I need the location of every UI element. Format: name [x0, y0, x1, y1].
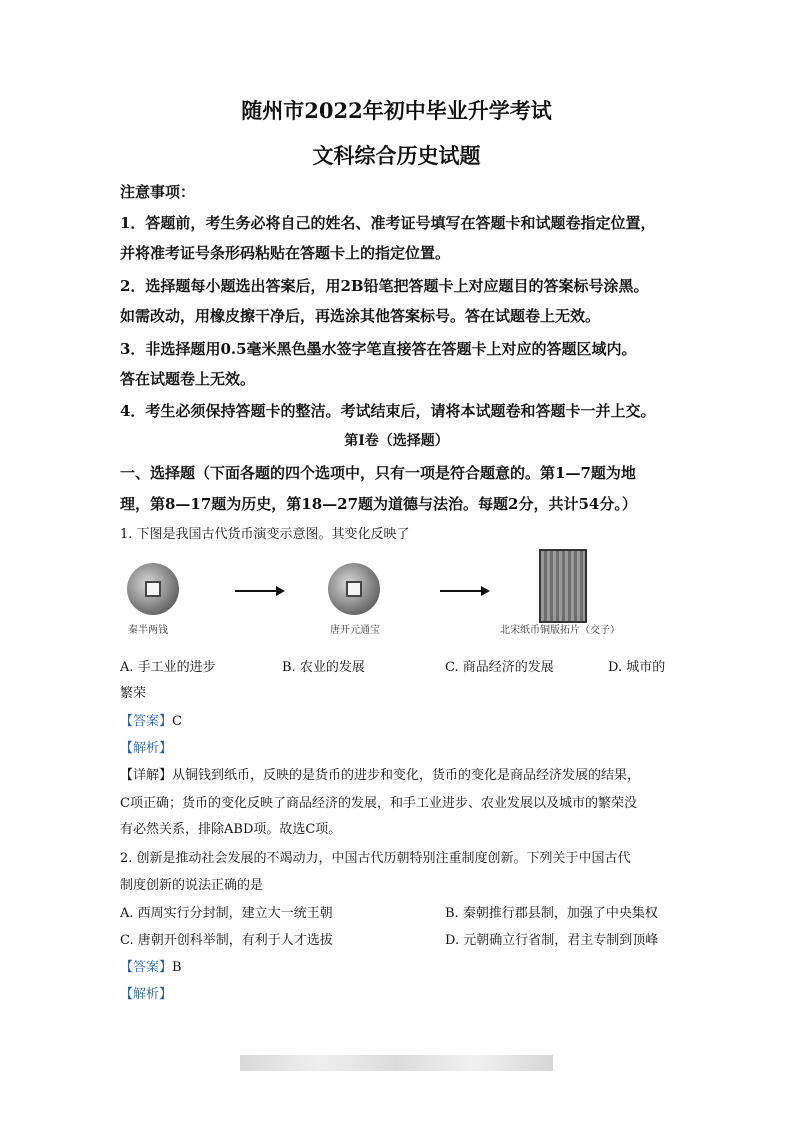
- notice-heading: 注意事项：: [120, 183, 196, 201]
- answer-row: [120, 710, 182, 729]
- arrow-icon: [440, 590, 488, 592]
- part-instruction: 理，第8—17题为历史，第18—27题为道德与法治。每题2分，共计54分。）: [120, 495, 637, 513]
- option-d-wrap: 繁荣: [120, 686, 147, 701]
- notice-line: 2．选择题每小题选出答案后，用2B铅笔把答题卡上对应题目的答案标号涂黑。: [120, 277, 649, 295]
- option-a: A. 西周实行分封制，建立大一统王朝: [120, 906, 333, 921]
- option-b: B. 农业的发展: [282, 660, 365, 675]
- detail-text: 从铜钱到纸币，反映的是货币的进步和变化，货币的变化是商品经济发展的结果，: [172, 768, 641, 783]
- caption-qin: 秦半两钱: [128, 625, 168, 636]
- notice-line: 4．考生必须保持答题卡的整洁。考试结束后，请将本试题卷和答题卡一并上交。: [120, 402, 656, 420]
- detail-line: 有必然关系，排除ABD项。故选C项。: [120, 822, 342, 837]
- caption-song: 北宋纸币铜版拓片（交子）: [500, 625, 620, 636]
- detail-line: C项正确；货币的变化反映了商品经济的发展，和手工业进步、农业发展以及城市的繁荣没: [120, 796, 637, 811]
- analysis-tag: 【解析】: [120, 987, 173, 1002]
- detail-tag: 【详解】: [120, 768, 173, 783]
- option-d: D. 元朝确立行省制，君主专制到顶峰: [445, 933, 659, 948]
- arrow-icon: [235, 590, 283, 592]
- option-c: C. 唐朝开创科举制，有利于人才选拔: [120, 933, 333, 948]
- notice-line: 并将准考证号条形码粘贴在答题卡上的指定位置。: [120, 244, 451, 262]
- caption-tang: 唐开元通宝: [330, 625, 380, 636]
- notice-line: 3．非选择题用0.5毫米黑色墨水签字笔直接答在答题卡上对应的答题区域内。: [120, 340, 637, 358]
- question-1-stem: 1. 下图是我国古代货币演变示意图。其变化反映了: [120, 527, 410, 542]
- answer-row: [120, 956, 182, 975]
- option-d: D. 城市的: [608, 660, 666, 675]
- question-2-stem: 制度创新的说法正确的是: [120, 878, 264, 893]
- analysis-tag: 【解析】: [120, 741, 173, 756]
- part-instruction: 一、选择题（下面各题的四个选项中，只有一项是符合题意的。第1—7题为地: [120, 464, 636, 482]
- answer-tag: 【答案】: [120, 960, 173, 975]
- section-title: 第I卷（选择题）: [344, 433, 449, 449]
- footer-watermark: [240, 1055, 553, 1071]
- question-2-stem: 2. 创新是推动社会发展的不竭动力，中国古代历朝特别注重制度创新。下列关于中国古代: [120, 851, 631, 866]
- option-c: C. 商品经济的发展: [445, 660, 554, 675]
- option-a: A. 手工业的进步: [120, 660, 216, 675]
- notice-line: 答在试题卷上无效。: [120, 370, 256, 388]
- answer-tag: 【答案】: [120, 714, 173, 729]
- answer-value: B: [172, 960, 182, 975]
- notice-line: 如需改动，用橡皮擦干净后，再选涂其他答案标号。答在试题卷上无效。: [120, 307, 601, 325]
- notice-line: 1．答题前，考生务必将自己的姓名、准考证号填写在答题卡和试题卷指定位置，: [120, 214, 656, 232]
- detail-line: [120, 764, 640, 783]
- answer-value: C: [172, 714, 182, 729]
- option-b: B. 秦朝推行郡县制，加强了中央集权: [445, 906, 658, 921]
- page-title: 随州市2022年初中毕业升学考试: [241, 98, 552, 123]
- jiaozi-note-image: [539, 549, 587, 623]
- page-subtitle: 文科综合历史试题: [312, 143, 481, 168]
